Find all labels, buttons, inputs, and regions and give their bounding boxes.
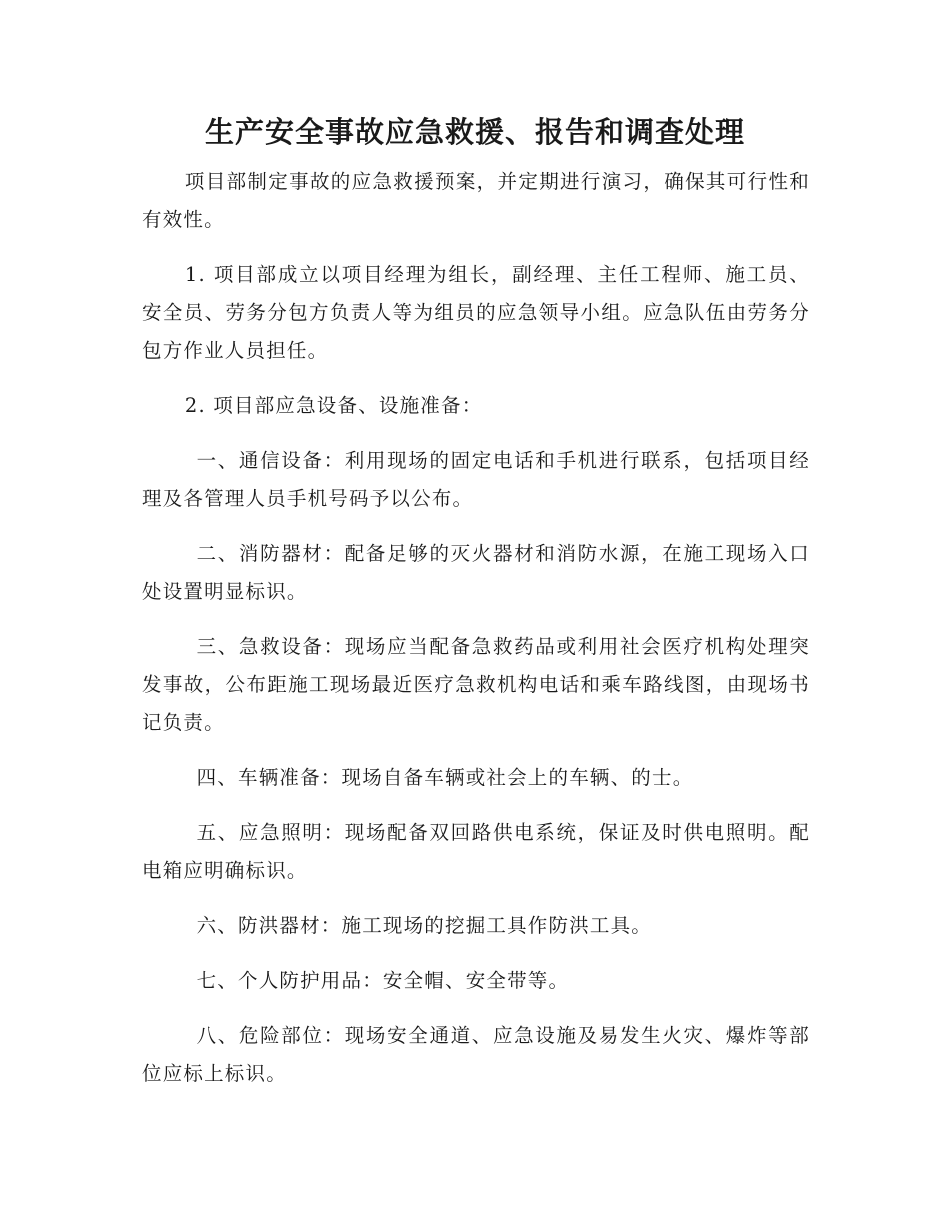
document-body: [142, 163, 810, 1110]
sub-item-emergency-lighting: 五、应急照明：现场配备双回路供电系统，保证及时供电照明。配电箱应明确标识。: [142, 821, 810, 882]
sub-item-flood-equipment: 六、防洪器材：施工现场的挖掘工具作防洪工具。: [196, 914, 652, 937]
sub-item-protective-gear: 七、个人防护用品：安全帽、安全带等。: [196, 969, 570, 992]
sub-item-vehicles: 四、车辆准备：现场自备车辆或社会上的车辆、的士。: [196, 766, 694, 789]
document-title: 生产安全事故应急救援、报告和调查处理: [204, 115, 745, 149]
sub-item-first-aid: 三、急救设备：现场应当配备急救药品或利用社会医疗机构处理突发事故，公布距施工现场最近医疗急救机构电话和乘车路线图，由现场书记负责。: [142, 635, 810, 734]
intro-paragraph: 项目部制定事故的应急救援预案，并定期进行演习，确保其可行性和有效性。: [142, 170, 810, 231]
item-1-paragraph: 1. 项目部成立以项目经理为组长，副经理、主任工程师、施工员、安全员、劳务分包方负责人等为组员的应急领导小组。应急队伍由劳务分包方作业人员担任。: [142, 263, 810, 362]
item-2-paragraph: 2. 项目部应急设备、设施准备：: [184, 394, 483, 417]
sub-item-fire-equipment: 二、消防器材：配备足够的灭火器材和消防水源，在施工现场入口处设置明显标识。: [142, 542, 810, 603]
sub-item-communication: 一、通信设备：利用现场的固定电话和手机进行联系，包括项目经理及各管理人员手机号码予以公布。: [142, 449, 810, 510]
sub-item-hazard-areas: 八、危险部位：现场安全通道、应急设施及易发生火灾、爆炸等部位应标上标识。: [142, 1024, 810, 1085]
